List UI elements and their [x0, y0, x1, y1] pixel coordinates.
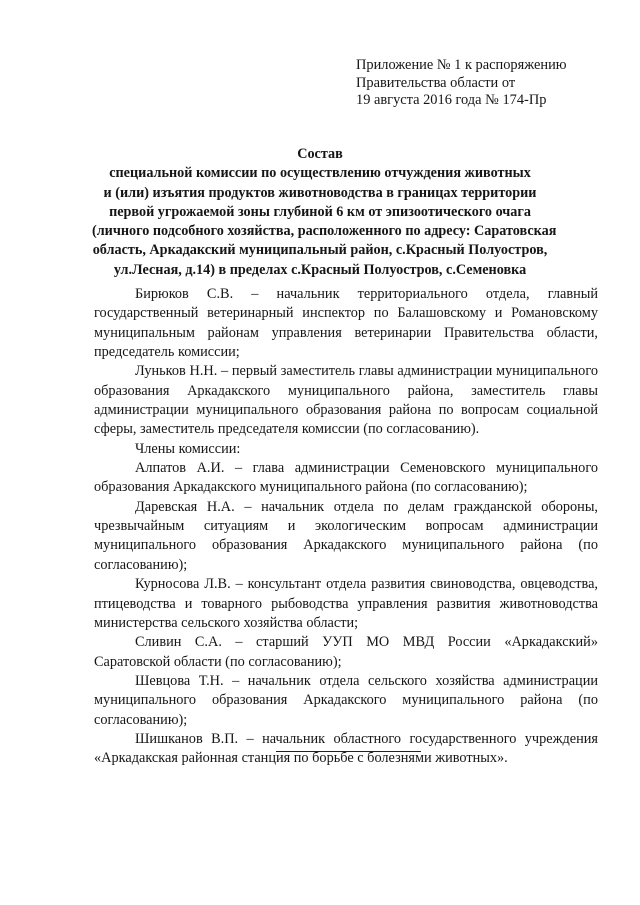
member-entry: Курносова Л.В. – консультант отдела развития свиноводства, овцеводства, птицеводства и товарного рыбоводства управления развития животноводства министерства сельского хозяйства области; — [94, 576, 598, 631]
title-heading: Состав — [297, 146, 343, 162]
member-entry: Сливин С.А. – старший УУП МО МВД России «Аркадакский» Саратовской области (по согласованию); — [94, 634, 598, 670]
member-chairman: Бирюков С.В. – начальник территориального отдела, главный государственный ветеринарный инспектор по Балашовскому и Романовскому муниципальным районам управления ветеринарии Правительства области, председатель комиссии; — [94, 286, 598, 361]
member-entry: Даревская Н.А. – начальник отдела по делам гражданской обороны, чрезвычайным ситуациям и экологическим вопросам администрации муниципального образования Аркадакского муниципального района (по согласованию); — [94, 498, 598, 573]
appendix-header-line-2: Правительства области от — [356, 74, 516, 91]
appendix-header-line-1: Приложение № 1 к распоряжению — [356, 57, 567, 73]
members-heading: Члены комиссии: — [135, 440, 241, 457]
member-entry: Шишканов В.П. – начальник областного государственного учреждения «Аркадакская районная станция по борьбе с болезнями животных». — [94, 730, 598, 767]
appendix-header-line-3: 19 августа 2016 года № 174-Пр — [356, 92, 547, 108]
title-line: первой угрожаемой зоны глубиной 6 км от эпизоотического очага — [109, 203, 531, 220]
document-title — [92, 145, 557, 280]
title-line: и (или) изъятия продуктов животноводства в границах территории — [103, 184, 537, 201]
closing-rule — [276, 751, 421, 752]
appendix-header — [356, 57, 616, 110]
member-entry: Шевцова Т.Н. – начальник отдела сельского хозяйства администрации муниципального образования Аркадакского муниципального района (по согласованию); — [94, 672, 598, 728]
commission-members — [94, 285, 598, 769]
title-line: (личного подсобного хозяйства, расположенного по адресу: Саратовская — [92, 223, 557, 240]
title-line: область, Аркадакский муниципальный район, с.Красный Полуостров, — [92, 242, 548, 259]
title-line: ул.Лесная, д.14) в пределах с.Красный Полуостров, с.Семеновка — [113, 261, 527, 278]
title-line: специальной комиссии по осуществлению отчуждения животных — [109, 165, 531, 182]
member-deputy-chairman: Луньков Н.Н. – первый заместитель главы администрации муниципального образования Аркадакского муниципального района, заместитель главы администрации муниципального образования района по вопросам социальной сферы, заместитель председателя комиссии (по согласованию). — [94, 363, 598, 438]
member-entry: Алпатов А.И. – глава администрации Семеновского муниципального образования Аркадакского муниципального района (по согласованию); — [94, 460, 598, 496]
